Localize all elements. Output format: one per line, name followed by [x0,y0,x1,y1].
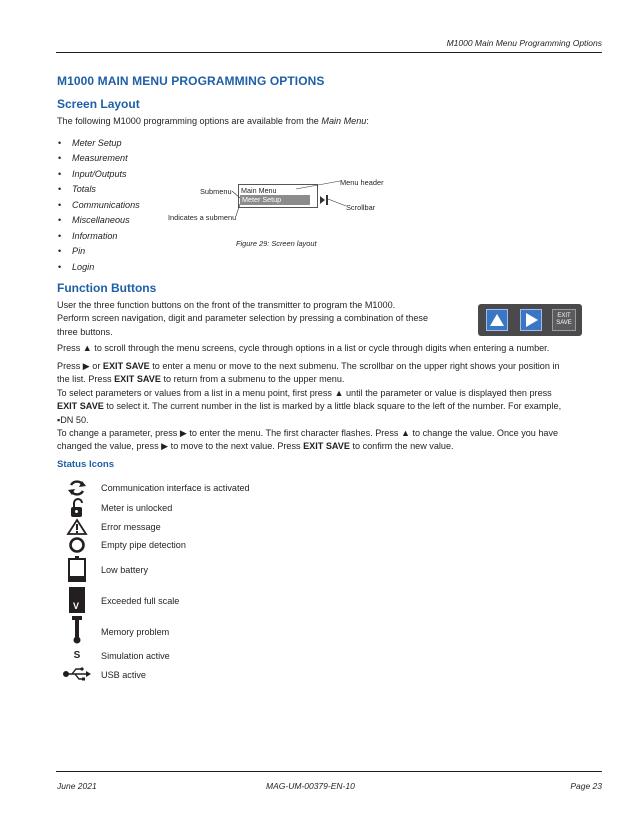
low-battery-icon [66,556,88,587]
right-arrow-icon [521,310,541,330]
screen-submenu-row: Meter Setup [240,195,310,205]
exit-save-button[interactable]: EXIT SAVE [552,309,576,331]
memory-problem-icon [66,616,88,649]
paragraph-change-parameter: To change a parameter, press ▶ to enter the menu. The first character flashes. Press ▲ to change the value. Once you have changed the value, press ▶ to move to the next value. Press EXIT SAVE to confirm the new value. [57,428,559,452]
option-measurement: • Measurement [58,153,128,163]
label-indicates-submenu: Indicates a submenu [168,213,237,222]
status-icons-heading: Status Icons [57,459,115,470]
status-label-usb: USB active [101,670,146,680]
status-label-empty-pipe: Empty pipe detection [101,540,186,550]
label-menu-header: Menu header [340,178,384,187]
paragraph-right-button: Press ▶ or EXIT SAVE to enter a menu or move to the next submenu. The scrollbar on the upper right shows your position in the list. Press EXIT SAVE to return from a submenu to the upper menu. [57,361,560,385]
footer-page-number: Page 23 [570,781,602,791]
paragraph-up-button: Press ▲ to scroll through the menu screens, cycle through options in a list or cycle through digits when entering a number. [57,343,550,353]
footer-date: June 2021 [57,781,97,791]
right-button[interactable] [520,309,542,331]
page-title: M1000 MAIN MENU PROGRAMMING OPTIONS [57,74,325,88]
screen-menu-header: Main Menu [241,186,277,195]
submenu-arrow-icon [320,196,325,204]
simulation-icon: S [73,650,81,661]
footer-rule [56,771,602,772]
header-rule [56,52,602,53]
status-label-unlocked: Meter is unlocked [101,503,173,513]
label-scrollbar: Scrollbar [346,203,376,212]
status-label-full-scale: Exceeded full scale [101,596,180,606]
function-buttons-heading: Function Buttons [57,281,157,295]
figure-leader-lines [160,176,360,226]
full-scale-icon [66,587,88,618]
status-label-memory-problem: Memory problem [101,627,170,637]
function-button-panel [478,304,582,336]
status-label-simulation: Simulation active [101,651,170,661]
option-meter-setup: • Meter Setup [58,138,122,148]
screen-layout-intro: The following M1000 programming options are available from the Main Menu: [57,116,369,126]
function-buttons-intro: User the three function buttons on the front of the transmitter to program the M1000. Perform screen navigation, digit and parameter selection by pressing a combination of these three buttons. [57,300,429,337]
scrollbar-icon [326,195,328,205]
option-information: • Information [58,231,118,241]
option-input-outputs: • Input/Outputs [58,169,127,179]
option-miscellaneous: • Miscellaneous [58,215,130,225]
status-label-error: Error message [101,522,161,532]
option-login: • Login [58,262,95,272]
label-submenu: Submenu [200,187,232,196]
usb-icon [62,666,92,687]
up-arrow-icon [487,310,507,330]
running-header: M1000 Main Menu Programming Options [446,38,602,48]
status-label-communication: Communication interface is activated [101,483,250,493]
status-label-low-battery: Low battery [101,565,149,575]
figure-caption: Figure 29: Screen layout [236,239,317,248]
option-pin: • Pin [58,246,86,256]
footer-doc-number: MAG-UM-00379-EN-10 [266,781,355,791]
screen-layout-heading: Screen Layout [57,97,140,111]
option-totals: • Totals [58,184,96,194]
paragraph-select-parameter: To select parameters or values from a list in a menu point, first press ▲ until the parameter or value is displayed then press EXIT SAVE to select it. The current number in the list is marked by a little black square to the left of the number. For example, ▪DN 50. [57,388,562,425]
svg-text:V: V [73,601,80,611]
option-communications: • Communications [58,200,140,210]
up-button[interactable] [486,309,508,331]
